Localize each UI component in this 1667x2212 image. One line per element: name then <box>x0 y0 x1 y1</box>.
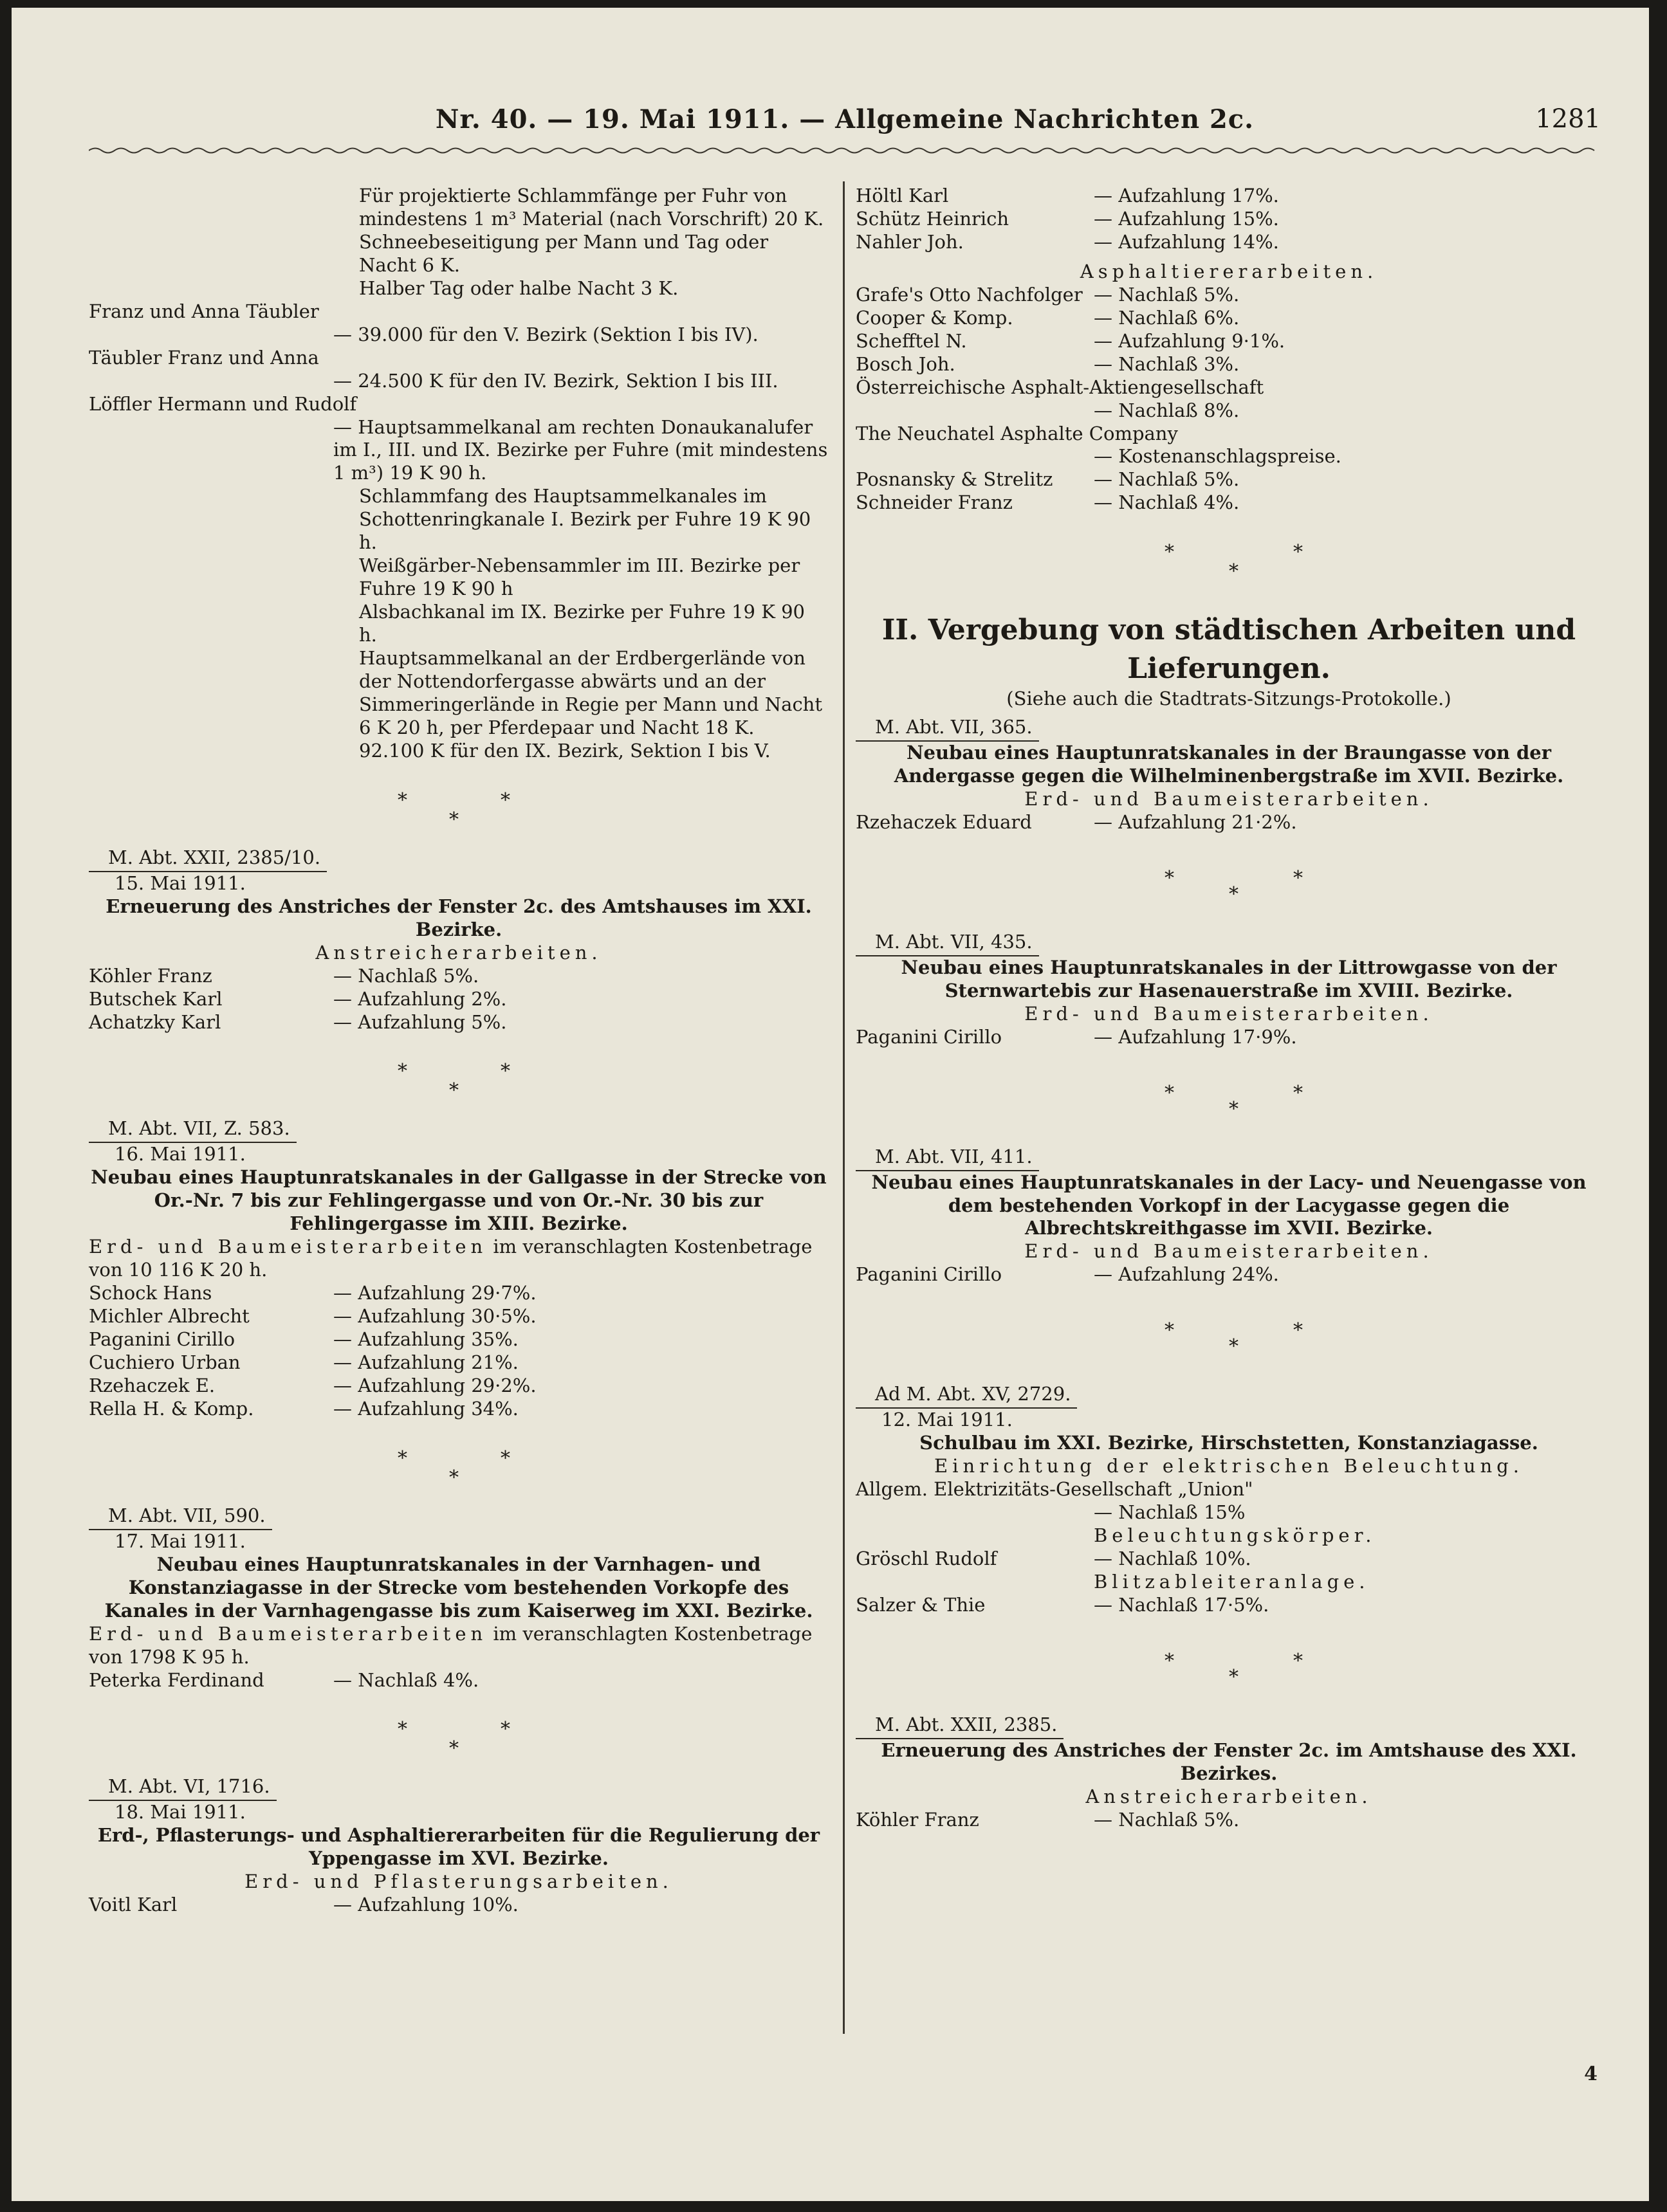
bid-row: Nahler Joh. — Aufzahlung 14%. <box>856 230 1279 253</box>
entry-text: Halber Tag oder halbe Nacht 3 K. <box>359 277 679 299</box>
bid-row: Schock Hans — Aufzahlung 29·7%. <box>89 1282 537 1304</box>
bid-row: Paganini Cirillo — Aufzahlung 35%. <box>89 1328 519 1351</box>
section-date: 18. Mai 1911. <box>115 1801 246 1824</box>
bid-row: Cooper & Komp. — Nachlaß 6%. <box>856 306 1240 329</box>
section-title: Erneuerung des Anstriches der Fenster 2c. des Amtshauses im XXI. Bezirke. <box>106 895 812 940</box>
section-reference: M. Abt. XXII, 2385/10. <box>89 846 829 872</box>
section-date: 15. Mai 1911. <box>115 872 246 894</box>
bid-row: Paganini Cirillo — Aufzahlung 17·9%. <box>856 1025 1297 1048</box>
bid-row: Schütz Heinrich — Aufzahlung 15%. <box>856 207 1279 230</box>
bidder-name: Franz und Anna Täubler <box>89 300 319 322</box>
right-column <box>856 185 1602 1832</box>
section-reference: M. Abt. VII, 365. <box>856 716 1602 742</box>
section-reference: M. Abt. VII, 435. <box>856 931 1602 956</box>
section-reference: Ad M. Abt. XV, 2729. <box>856 1383 1602 1409</box>
section-subtitle: Beleuchtungskörper. <box>1094 1524 1376 1547</box>
section-separator-stars: * * * <box>398 1060 510 1102</box>
footer-number: 4 <box>1584 2063 1598 2085</box>
section-subtitle: Erd- und Baumeisterarbeiten. <box>1024 1240 1433 1263</box>
page-header <box>89 104 1601 149</box>
bid-row: Cuchiero Urban — Aufzahlung 21%. <box>89 1351 519 1373</box>
bidder-name: Allgem. Elektrizitäts-Gesellschaft „Union" <box>856 1478 1253 1501</box>
bid-row: Butschek Karl — Aufzahlung 2%. <box>89 987 507 1010</box>
section-title: Erd-, Pflasterungs- und Asphaltiererarbeiten für die Regulierung der Yppengasse im XVI. Bezirke. <box>97 1824 820 1870</box>
bid-row: Schefftel N. — Aufzahlung 9·1%. <box>856 329 1285 352</box>
section-reference: M. Abt. VI, 1716. <box>89 1775 829 1801</box>
bidder-name: The Neuchatel Asphalte Company <box>856 422 1178 444</box>
section-reference: M. Abt. XXII, 2385. <box>856 1714 1602 1739</box>
bid-row: Gröschl Rudolf — Nachlaß 10%. <box>856 1548 1251 1569</box>
entry-text: Hauptsammelkanal an der Erdbergerlände von der Nottendorfergasse abwärts und an der Simmeringerlände in Regie per Mann und Nacht 6 K 20 h, per Pferdepaar und Nacht 18 K. <box>359 647 823 738</box>
section-separator-stars: * * * <box>1165 1649 1303 1688</box>
section-title: Neubau eines Hauptunratskanales in der Braungasse von der Andergasse gegen die Wilhelminenbergstraße im XVII. Bezirke. <box>894 742 1564 787</box>
header-title: Nr. 40. — 19. Mai 1911. — Allgemeine Nachrichten 2c. <box>435 104 1255 134</box>
page <box>12 8 1649 2201</box>
section-heading: II. Vergebung von städtischen Arbeiten und Lieferungen. <box>881 614 1576 685</box>
section-reference: M. Abt. VII, 590. <box>89 1504 829 1530</box>
section-date: 12. Mai 1911. <box>881 1409 1013 1431</box>
entry-text: Schneebeseitigung per Mann und Tag oder Nacht 6 K. <box>359 230 769 276</box>
bidder-value: — Hauptsammelkanal am rechten Donaukanalufer im I., III. und IX. Bezirke per Fuhre (mit mindestens 1 m³) 19 K 90 h. <box>333 416 828 484</box>
section-separator-stars: * * * <box>1165 1319 1303 1358</box>
section-title: Neubau eines Hauptunratskanales in der Gallgasse in der Strecke von Or.-Nr. 7 bis zur Fehlingergasse und von Or.-Nr. 30 bis zur Fehlingergasse im XIII. Bezirke. <box>91 1166 827 1235</box>
column-divider <box>843 181 845 2034</box>
bid-row: Achatzky Karl — Aufzahlung 5%. <box>89 1010 507 1033</box>
bid-row: Rella H. & Komp. — Aufzahlung 34%. <box>89 1397 519 1420</box>
section-title: Neubau eines Hauptunratskanales in der Littrowgasse von der Sternwartebis zur Hasenauerstraße im XVIII. Bezirke. <box>901 956 1557 1001</box>
entry-text: 92.100 K für den IX. Bezirk, Sektion I bis V. <box>359 739 771 762</box>
bid-row: Salzer & Thie — Nachlaß 17·5%. <box>856 1593 1269 1616</box>
bidder-name: Löffler Hermann und Rudolf <box>89 392 357 415</box>
bid-row: Peterka Ferdinand — Nachlaß 4%. <box>89 1668 479 1691</box>
section-subtitle: Anstreicherarbeiten. <box>1085 1785 1372 1807</box>
bidder-value: — 24.500 K für den IV. Bezirk, Sektion I bis III. <box>333 369 778 392</box>
section-separator-stars: * * * <box>398 789 510 831</box>
section-subtitle: Anstreicherarbeiten. <box>315 941 602 964</box>
entry-text: Weißgärber-Nebensammler im III. Bezirke per Fuhre 19 K 90 h <box>359 554 800 600</box>
bidder-value: — Nachlaß 15% <box>1094 1501 1246 1524</box>
entry-text: Alsbachkanal im IX. Bezirke per Fuhre 19 K 90 h. <box>359 601 805 646</box>
section-title: Schulbau im XXI. Bezirke, Hirschstetten, Konstanziagasse. <box>919 1432 1538 1454</box>
bid-row: Paganini Cirillo — Aufzahlung 24%. <box>856 1263 1279 1286</box>
bidder-value: — Nachlaß 8%. <box>1094 399 1240 421</box>
section-subtitle: Einrichtung der elektrischen Beleuchtung. <box>934 1455 1524 1477</box>
bid-row: Voitl Karl — Aufzahlung 10%. <box>89 1894 519 1916</box>
section-subtitle: Erd- und Baumeisterarbeiten im veranschlagten Kostenbetrage von 1798 K 95 h. <box>89 1622 813 1668</box>
header-ornament-rule <box>89 146 1601 155</box>
bidder-name: Täubler Franz und Anna <box>89 346 319 369</box>
entry-text: Für projektierte Schlammfänge per Fuhr von mindestens 1 m³ Material (nach Vorschrift) 20 K. <box>359 185 824 230</box>
bid-row: Rzehaczek E. — Aufzahlung 29·2%. <box>89 1374 537 1396</box>
section-title: Neubau eines Hauptunratskanales in der Varnhagen- und Konstanziagasse in der Strecke vom bestehenden Vorkopfe des Kanales in der Varnhagengasse bis zum Kaiserweg im XXI. Bezirke. <box>104 1553 813 1622</box>
bid-row: Rzehaczek Eduard — Aufzahlung 21·2%. <box>856 810 1297 833</box>
section-subtitle: Erd- und Pflasterungsarbeiten. <box>244 1870 673 1893</box>
section-subtitle: Erd- und Baumeisterarbeiten. <box>1024 787 1433 810</box>
section-separator-stars: * * * <box>398 1718 510 1760</box>
bid-row: Köhler Franz — Nachlaß 5%. <box>89 964 479 987</box>
bidder-name: Österreichische Asphalt-Aktiengesellschaft <box>856 376 1264 398</box>
section-subtitle: Erd- und Baumeisterarbeiten. <box>1024 1002 1433 1025</box>
section-date: 16. Mai 1911. <box>115 1143 246 1165</box>
section-separator-stars: * * * <box>398 1447 510 1489</box>
entry-text: Schlammfang des Hauptsammelkanales im Schottenringkanale I. Bezirk per Fuhre 19 K 90 h. <box>359 485 811 554</box>
bid-row: Michler Albrecht — Aufzahlung 30·5%. <box>89 1305 537 1328</box>
bid-row: Höltl Karl — Aufzahlung 17%. <box>856 185 1279 206</box>
section-reference: M. Abt. VII, 411. <box>856 1146 1602 1171</box>
section-separator-stars: * * * <box>1165 866 1303 906</box>
section-subtitle: Blitzableiteranlage. <box>1094 1570 1370 1593</box>
left-column <box>89 185 829 1917</box>
bid-row: Köhler Franz — Nachlaß 5%. <box>856 1808 1240 1831</box>
section-note: (Siehe auch die Stadtrats-Sitzungs-Protokolle.) <box>1006 688 1451 710</box>
section-separator-stars: * * * <box>1165 1081 1303 1120</box>
bid-row: Schneider Franz — Nachlaß 4%. <box>856 491 1240 514</box>
section-subtitle: Asphaltiererarbeiten. <box>1080 260 1378 282</box>
bid-row: Posnansky & Strelitz — Nachlaß 5%. <box>856 468 1240 491</box>
section-separator-stars: * * * <box>1165 541 1303 583</box>
bidder-value: — 39.000 für den V. Bezirk (Sektion I bis IV). <box>333 323 759 345</box>
section-subtitle: Erd- und Baumeisterarbeiten im veranschlagten Kostenbetrage von 10 116 K 20 h. <box>89 1236 813 1281</box>
bid-row: Bosch Joh. — Nachlaß 3%. <box>856 352 1240 375</box>
section-title: Erneuerung des Anstriches der Fenster 2c. im Amtshause des XXI. Bezirkes. <box>881 1739 1577 1784</box>
section-title: Neubau eines Hauptunratskanales in der Lacy- und Neuengasse von dem bestehenden Vorkopf in der Lacygasse gegen die Albrechtskreithgasse im XVII. Bezirke. <box>871 1171 1587 1239</box>
page-number: 1281 <box>1535 104 1601 134</box>
bid-row: Grafe's Otto Nachfolger — Nachlaß 5%. <box>856 283 1240 306</box>
section-date: 17. Mai 1911. <box>115 1530 246 1552</box>
bidder-value: — Kostenanschlagspreise. <box>1094 445 1341 468</box>
section-reference: M. Abt. VII, Z. 583. <box>89 1117 829 1143</box>
